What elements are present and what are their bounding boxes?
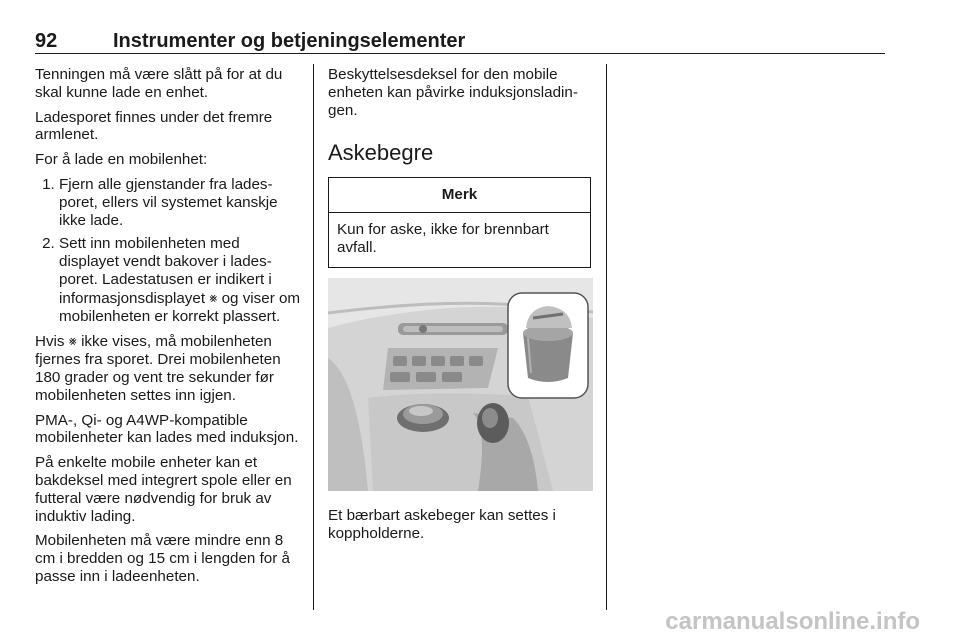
charging-status-icon: ⨳: [68, 333, 77, 349]
figure-caption: Et bærbart askebeger kan settes i koppholderne.: [328, 506, 556, 542]
paragraph: Mobilenheten må være mindre enn 8 cm i bredden og 15 cm i lengden for å passe inn i ladeenheten.: [35, 532, 290, 585]
page-number: 92: [35, 30, 58, 52]
paragraph: Beskyttelsesdeksel for den mobile enheten kan påvirke induksjonsladingen.: [328, 66, 578, 119]
list-item-text: og viser om mobilenheten er korrekt plassert.: [59, 289, 301, 325]
paragraph-text: Hvis: [35, 333, 65, 351]
paragraph-text: ikke vises, må mobilenheten fjernes fra sporet. Drei mobilenheten 180 grader og vent tre sekunder før mobilenheten settes inn igjen.: [35, 333, 281, 404]
header-divider: [35, 53, 885, 54]
list-item: 1. Fjern alle gjenstander fra ladesporet, ellers vil systemet kanskje ikke lade.: [59, 176, 303, 229]
paragraph: PMA-, Qi- og A4WP-kompatible mobilenheter kan lades med induksjon.: [35, 411, 299, 447]
note-box: [328, 177, 591, 267]
watermark: carmanualsonline.info: [665, 608, 920, 635]
paragraph: For å lade en mobilenhet:: [35, 151, 208, 169]
steps-list: [35, 176, 303, 325]
ashtray-illustration: [328, 278, 593, 491]
page-header: [35, 30, 885, 54]
charging-status-icon: ⨳: [209, 289, 218, 305]
paragraph: Tenningen må være slått på for at du skal kunne lade en enhet.: [35, 66, 283, 101]
paragraph: På enkelte mobile enheter kan et bakdeksel med integrert spole eller en futteral være nødvendig for bruk av induktiv lading.: [35, 454, 292, 525]
column-divider: [606, 64, 607, 610]
list-item-text: Sett inn mobilenheten med displayet vendt bakover i ladesporet. Ladestatusen er indikert i informasjonsdisplayet: [59, 235, 272, 307]
section-title: Askebegre: [328, 140, 434, 166]
paragraph: Ladesporet finnes under det fremre armlenet.: [35, 108, 273, 144]
note-title: Merk: [329, 178, 590, 213]
column-divider: [313, 64, 314, 610]
list-item: [59, 235, 303, 325]
page-title: Instrumenter og betjeningselementer: [113, 30, 466, 52]
middle-column: [328, 66, 593, 549]
left-column: [35, 66, 303, 593]
paragraph: [35, 332, 303, 404]
note-text: Kun for aske, ikke for brennbart avfall.: [337, 221, 549, 256]
